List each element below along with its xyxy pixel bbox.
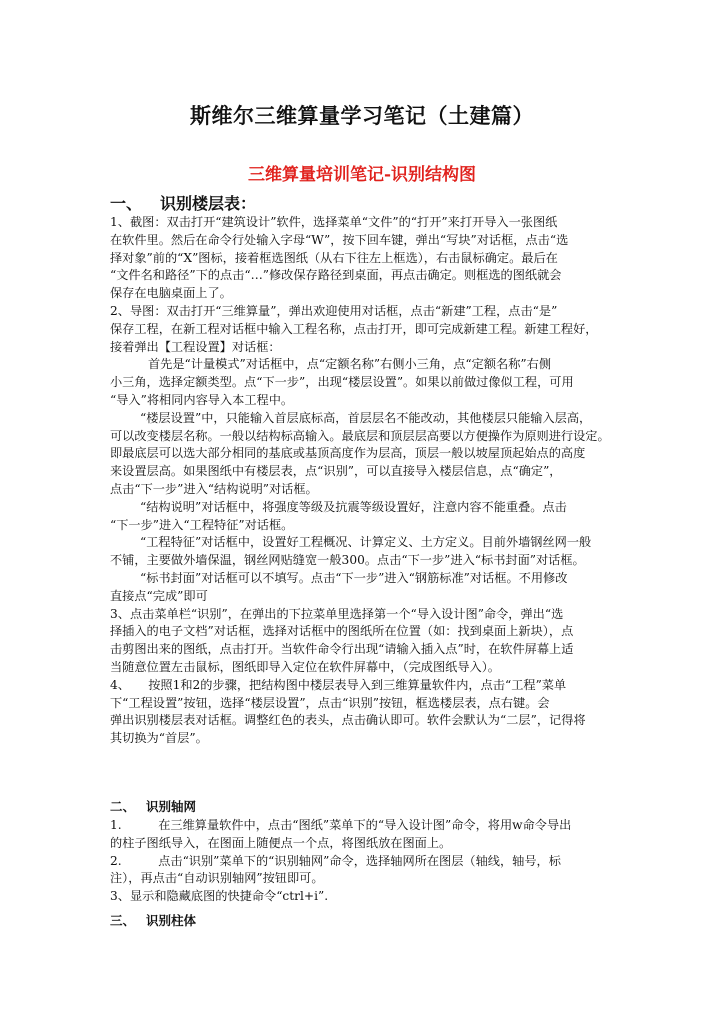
section-1-body (110, 214, 630, 748)
section-2-number: 二、 (110, 799, 136, 814)
paragraph-line: 择插入的电子文档”对话框，选择对话框中的图纸所在位置（如：找到桌面上新块），点 (110, 624, 574, 639)
paragraph-line: “结构说明”对话框中，将强度等级及抗震等级设置好，注意内容不能重叠。点击 (140, 499, 567, 514)
paragraph-line: 不铺，主要做外墙保温，钢丝网贴缝宽一般300。点击“下一步”进入“标书封面”对话框。 (110, 553, 585, 568)
paragraph-line: 2. 点击“识别”菜单下的“识别轴网”命令，选择轴网所在图层（轴线，轴号，标 (110, 853, 561, 868)
section-3-heading (110, 911, 196, 929)
paragraph-line: 的柱子图纸导入，在图面上随便点一个点，将图纸放在图面上。 (110, 835, 452, 850)
paragraph-line: 择对象”前的“X”图标，接着框选图纸（从右下往左上框选），右击鼠标确定。最后在 (110, 250, 558, 265)
paragraph-line: 首先是“计量模式”对话框中，点“定额名称”右侧小三角，点“定额名称”右侧 (148, 357, 552, 372)
section-1-heading (110, 191, 256, 214)
paragraph-line: 可以改变楼层名称。一般以结构标高输入。最底层和顶层层高要以方便操作为原则进行设定。 (110, 428, 610, 443)
paragraph-line: 在软件里。然后在命令行处输入字母“W”，按下回车键，弹出“写块”对话框，点击“选 (110, 232, 569, 247)
section-2-title: 识别轴网 (146, 799, 197, 814)
paragraph-line: “工程特征”对话框中，设置好工程概况、计算定义、土方定义。目前外墙钢丝网一般 (140, 535, 592, 550)
paragraph-line: “楼层设置”中，只能输入首层底标高，首层层名不能改动，其他楼层只能输入层高， (140, 410, 592, 425)
section-3-number: 三、 (110, 913, 136, 928)
paragraph-line: 4、 按照1和2的步骤，把结构图中楼层表导入到三维算量软件内，点击“工程”菜单 (110, 677, 567, 692)
paragraph-line: 直接点“完成”即可 (110, 588, 208, 603)
document-title: 斯维尔三维算量学习笔记（土建篇） (190, 103, 534, 128)
paragraph-line: “下一步”进入“工程特征”对话框。 (110, 517, 294, 532)
section-3-title: 识别柱体 (146, 913, 197, 928)
paragraph-line: 点击“下一步”进入“结构说明”对话框。 (110, 481, 318, 496)
paragraph-line: 当随意位置左击鼠标，图纸即导入定位在软件屏幕中，（完成图纸导入）。 (110, 659, 500, 674)
paragraph-line: 3、显示和隐藏底图的快捷命令“ctrl+i”. (110, 889, 329, 904)
section-1-title: 识别楼层表： (160, 194, 257, 213)
paragraph-line: 接着弹出【工程设置】对话框： (110, 339, 281, 354)
paragraph-line: 弹出识别楼层表对话框。调整红色的表头，点击确认即可。软件会默认为“二层”，记得将 (110, 713, 586, 728)
paragraph-line: 1、截图：双击打开“建筑设计”软件，选择菜单“文件”的“打开”来打开导入一张图纸 (110, 215, 558, 229)
paragraph-line: 小三角，选择定额类型。点“下一步”，出现“楼层设置”。如果以前做过像似工程，可用 (110, 375, 574, 390)
paragraph-line: 1. 在三维算量软件中，点击“图纸”菜单下的“导入设计图”命令，将用w命令导出 (110, 818, 572, 832)
paragraph-line: 下“工程设置”按钮，选择“楼层设置”，点击“识别”按钮，框选楼层表，点右键。会 (110, 695, 550, 710)
paragraph-line: “文件名和路径”下的点击“…”修改保存路径到桌面，再点击确定。则框选的图纸就会 (110, 268, 562, 283)
paragraph-line: 保存在电脑桌面上了。 (110, 286, 232, 301)
paragraph-line: “导入”将相同内容导入本工程中。 (110, 392, 294, 407)
paragraph-line: 2、导图：双击打开“三维算量”，弹出欢迎使用对话框，点击“新建”工程，点击“是” (110, 303, 558, 318)
paragraph-line: 击剪图出来的图纸，点击打开。当软件命令行出现“请输入插入点”时，在软件屏幕上适 (110, 642, 574, 657)
paragraph-line: 保存工程，在新工程对话框中输入工程名称，点击打开，即可完成新建工程。新建工程好， (110, 321, 598, 336)
section-2-heading (110, 797, 196, 815)
paragraph-line: 其切换为“首层”。 (110, 731, 208, 746)
section-2-body (110, 817, 630, 906)
paragraph-line: 注），再点击“自动识别轴网”按钮即可。 (110, 871, 324, 886)
document-subtitle: 三维算量培训笔记-识别结构图 (247, 165, 477, 185)
paragraph-line: “标书封面”对话框可以不填写。点击“下一步”进入“钢筋标准”对话框。不用修改 (140, 570, 568, 585)
paragraph-line: 即最底层可以选大部分相同的基底或基顶高度作为层高，顶层一般以坡屋顶起始点的高度 (110, 446, 586, 461)
paragraph-line: 3、点击菜单栏“识别”，在弹出的下拉菜单里选择第一个“导入设计图”命令，弹出“选 (110, 606, 564, 621)
paragraph-line: 来设置层高。如果图纸中有楼层表，点“识别”，可以直接导入楼层信息，点“确定”， (110, 464, 562, 479)
section-1-number: 一、 (110, 194, 143, 213)
